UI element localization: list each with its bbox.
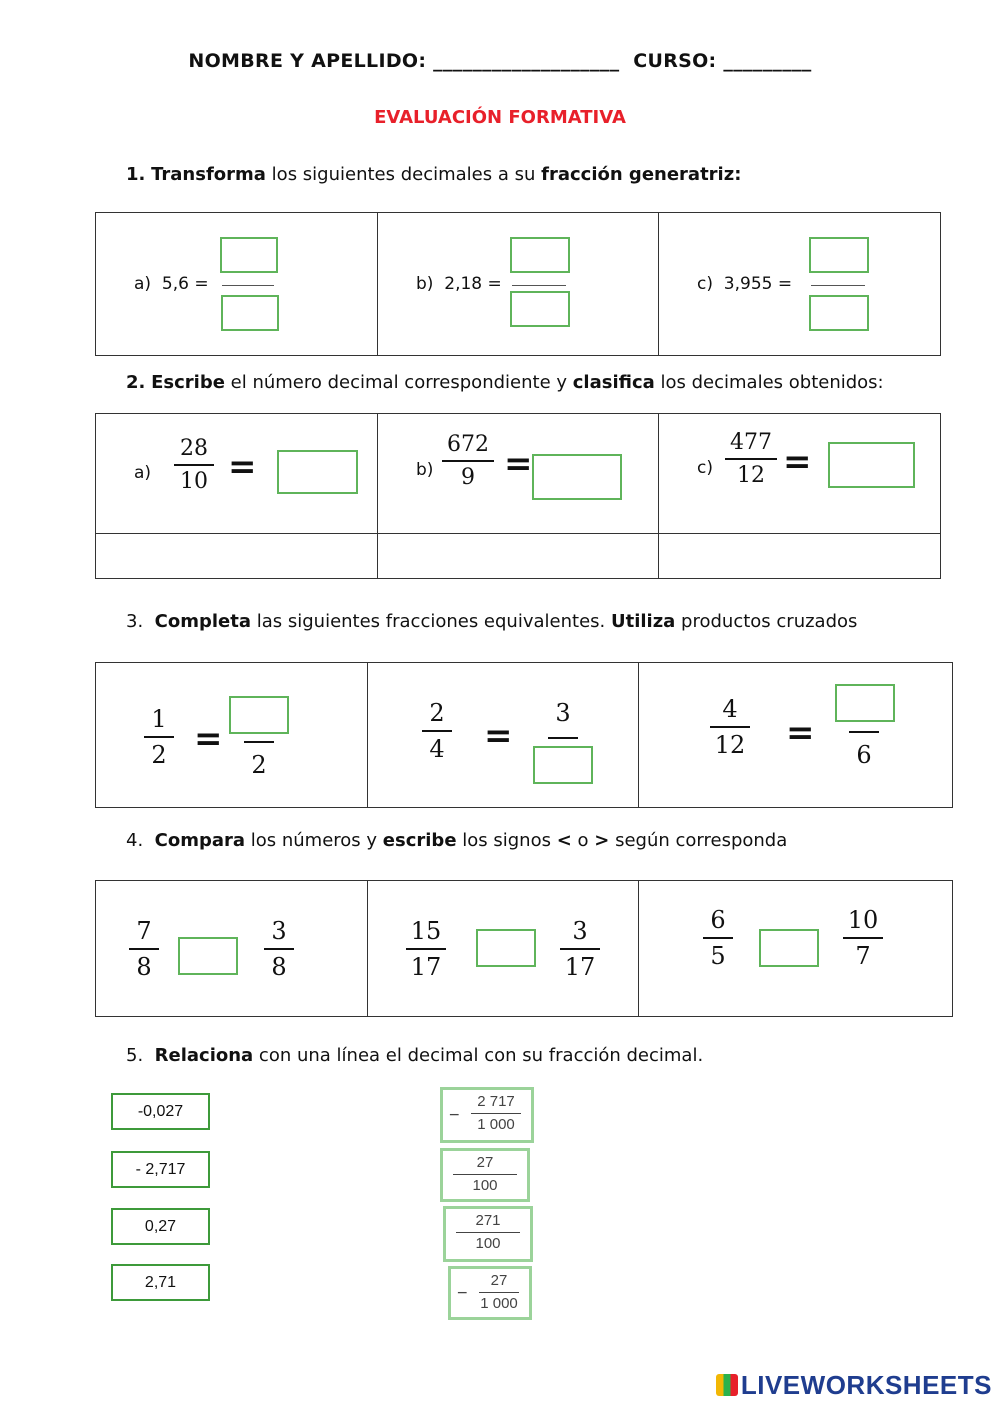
fraction-bar	[222, 285, 274, 286]
q4-text2: los signos	[456, 830, 557, 851]
q2c-classification-cell[interactable]	[659, 534, 940, 579]
q4-2-sign-input[interactable]	[476, 929, 536, 967]
q4-sign1: <	[556, 830, 572, 851]
header	[0, 50, 1000, 72]
equals-sign: =	[786, 713, 815, 753]
q2-text1: el número decimal correspondiente y	[224, 372, 573, 393]
q5-bold1: Relaciona	[154, 1045, 254, 1066]
q4-bold2: escribe	[382, 830, 457, 851]
name-label: NOMBRE Y APELLIDO:	[188, 50, 427, 72]
q4-1-sign-input[interactable]	[178, 937, 238, 975]
q2-fraction-c: 477 12	[725, 430, 777, 488]
q2-bold1: Escribe	[151, 372, 225, 393]
q3-text2: productos cruzados	[675, 611, 858, 632]
q2-instruction	[126, 372, 884, 393]
q2-fraction-b: 672 9	[442, 432, 494, 490]
equals-sign: =	[484, 716, 513, 756]
q3-num: 3.	[126, 611, 144, 632]
q4-text3: o	[571, 830, 595, 851]
divider	[658, 213, 659, 355]
q3-2-denominator-input[interactable]	[533, 746, 593, 784]
q1-item-b: b) 2,18 =	[416, 274, 502, 294]
fraction-bar	[512, 285, 566, 286]
equals-sign: =	[504, 444, 533, 484]
q3-table	[95, 662, 953, 808]
q1-instruction	[126, 164, 741, 185]
fraction-option[interactable]: − 2 717 1 000	[440, 1087, 534, 1143]
decimal-box[interactable]: - 2,717	[111, 1151, 210, 1188]
q2-num: 2.	[126, 372, 146, 393]
q3-fraction-3: 4 12	[710, 695, 750, 759]
equals-sign: =	[194, 719, 223, 759]
q5-instruction	[126, 1045, 703, 1066]
q4-num: 4.	[126, 830, 144, 851]
q1b-numerator-input[interactable]	[510, 237, 570, 273]
q1-bold1: Transforma	[151, 164, 266, 185]
q4-right-fraction-1: 3 8	[264, 917, 294, 981]
q2a-classification-cell[interactable]	[96, 534, 377, 579]
q2c-answer-input[interactable]	[828, 442, 915, 488]
fraction-bar	[849, 731, 879, 733]
q1c-denominator-input[interactable]	[809, 295, 869, 331]
page-title: EVALUACIÓN FORMATIVA	[374, 107, 626, 128]
name-line[interactable]: ___________________	[433, 50, 620, 72]
q1c-numerator-input[interactable]	[809, 237, 869, 273]
q2-text2: los decimales obtenidos:	[654, 372, 884, 393]
q4-right-fraction-3: 10 7	[843, 906, 883, 970]
course-line[interactable]: _________	[723, 50, 812, 72]
q4-sign2: >	[594, 830, 610, 851]
q4-left-fraction-1: 7 8	[129, 917, 159, 981]
q4-right-fraction-2: 3 17	[560, 917, 600, 981]
q2-label-b: b)	[416, 460, 434, 480]
q4-instruction	[126, 830, 787, 851]
q3-instruction	[126, 611, 857, 632]
decimal-box[interactable]: -0,027	[111, 1093, 210, 1130]
q5-text1: con una línea el decimal con su fracción decimal.	[253, 1045, 704, 1066]
course-label: CURSO:	[633, 50, 717, 72]
divider	[638, 663, 639, 807]
q2-table	[95, 413, 941, 579]
q2-fraction-a: 28 10	[174, 436, 214, 494]
q3-2-numerator: 3	[555, 699, 571, 727]
divider	[377, 213, 378, 355]
fraction-option[interactable]: 27 100	[440, 1148, 530, 1202]
q3-text1: las siguientes fracciones equivalentes.	[251, 611, 611, 632]
q5-num: 5.	[126, 1045, 144, 1066]
q3-fraction-2: 2 4	[422, 699, 452, 763]
q3-bold2: Utiliza	[610, 611, 676, 632]
q4-left-fraction-3: 6 5	[703, 906, 733, 970]
divider	[367, 881, 368, 1016]
q3-3-numerator-input[interactable]	[835, 684, 895, 722]
fraction-bar	[548, 737, 578, 739]
equals-sign: =	[783, 442, 812, 482]
q2b-classification-cell[interactable]	[378, 534, 658, 579]
q1-table	[95, 212, 941, 356]
q1-item-a: a) 5,6 =	[134, 274, 209, 294]
q4-table	[95, 880, 953, 1017]
q3-3-denominator: 6	[856, 741, 872, 769]
fraction-option[interactable]: 271 100	[443, 1206, 533, 1262]
q1-text1: los siguientes decimales a su	[265, 164, 542, 185]
q1b-denominator-input[interactable]	[510, 291, 570, 327]
q3-bold1: Completa	[154, 611, 251, 632]
q1-num: 1.	[126, 164, 146, 185]
q3-1-numerator-input[interactable]	[229, 696, 289, 734]
fraction-bar	[811, 285, 865, 286]
q1-bold2: fracción generatriz:	[541, 164, 742, 185]
q2-label-c: c)	[697, 458, 713, 478]
divider	[367, 663, 368, 807]
q1a-numerator-input[interactable]	[220, 237, 278, 273]
q2-label-a: a)	[134, 463, 152, 483]
q4-3-sign-input[interactable]	[759, 929, 819, 967]
q2b-answer-input[interactable]	[532, 454, 622, 500]
decimal-box[interactable]: 2,71	[111, 1264, 210, 1301]
q1a-denominator-input[interactable]	[221, 295, 279, 331]
fraction-option[interactable]: − 27 1 000	[448, 1266, 532, 1320]
equals-sign: =	[228, 447, 257, 487]
q1-item-c: c) 3,955 =	[697, 274, 793, 294]
divider	[638, 881, 639, 1016]
q3-fraction-1: 1 2	[144, 705, 174, 769]
q3-1-denominator: 2	[251, 751, 267, 779]
logo-icon	[716, 1374, 738, 1396]
q2-bold2: clasifica	[572, 372, 655, 393]
fraction-bar	[244, 741, 274, 743]
q4-text1: los números y	[245, 830, 383, 851]
q4-text4: según corresponda	[609, 830, 788, 851]
q2a-answer-input[interactable]	[277, 450, 358, 494]
liveworksheets-logo: LIVEWORKSHEETS	[716, 1370, 992, 1401]
decimal-box[interactable]: 0,27	[111, 1208, 210, 1245]
q4-bold1: Compara	[154, 830, 246, 851]
q4-left-fraction-2: 15 17	[406, 917, 446, 981]
